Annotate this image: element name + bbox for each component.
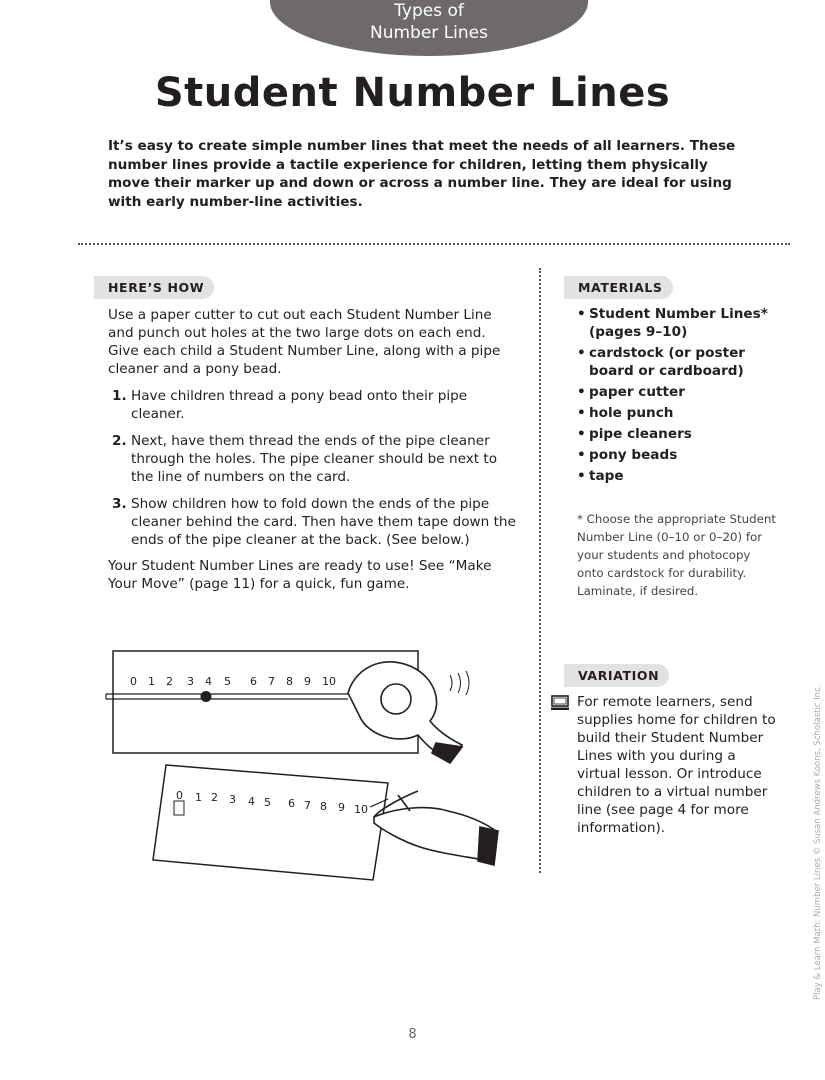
materials-item: • Student Number Lines* (pages 9–10) xyxy=(577,305,777,341)
card1-number-label: 8 xyxy=(286,675,293,688)
section-tab-label xyxy=(270,0,588,44)
howto-paragraph: Use a paper cutter to cut out each Student Number Line and punch out holes at the two large dots on each end. Give each child a Student Number Line, along with a pipe cleaner and a pony bead. xyxy=(108,307,501,377)
step-number: 3. xyxy=(112,496,127,512)
materials-item: • tape xyxy=(577,467,777,485)
variation-label: VARIATION xyxy=(564,664,669,687)
card1-number-label: 10 xyxy=(322,675,336,688)
section-tab-line1: Types of xyxy=(394,1,464,21)
card1-number-label: 3 xyxy=(187,675,194,688)
card2-number-label: 4 xyxy=(248,795,255,808)
column-divider xyxy=(539,268,541,873)
materials-note: * Choose the appropriate Student Number Line (0–10 or 0–20) for your students and photocopy onto cardstock for durability. Laminate, if desired. xyxy=(577,512,776,598)
card1-number-label: 2 xyxy=(166,675,173,688)
card2-number-label: 2 xyxy=(211,791,218,804)
section-tab-line2: Number Lines xyxy=(370,23,488,43)
step-text: Have children thread a pony bead onto their pipe cleaner. xyxy=(131,388,468,422)
step-number: 1. xyxy=(112,388,127,404)
card2-number-label: 8 xyxy=(320,800,327,813)
card1-number-label: 7 xyxy=(268,675,275,688)
card2-number-label: 1 xyxy=(195,791,202,804)
card1-number-label: 0 xyxy=(130,675,137,688)
number-line-card-bottom xyxy=(153,765,498,880)
copyright-credit: Play & Learn Math: Number Lines © Susan Andrews Koons, Scholastic Inc. xyxy=(813,684,823,1000)
materials-list xyxy=(577,305,777,488)
page-title: Student Number Lines xyxy=(154,70,671,116)
variation-text: For remote learners, send supplies home for children to build their Student Number Lines with you during a virtual lesson. Or introduce children to a virtual number line (see page 4 for more information). xyxy=(577,694,776,836)
card1-number-label: 9 xyxy=(304,675,311,688)
step-item xyxy=(108,495,518,549)
materials-item: • pipe cleaners xyxy=(577,425,777,443)
computer-icon xyxy=(551,695,569,711)
materials-item: • cardstock (or poster board or cardboard) xyxy=(577,344,777,380)
card2-number-label: 10 xyxy=(354,803,368,816)
materials-item: • hole punch xyxy=(577,404,777,422)
heres-how-label: HERE’S HOW xyxy=(94,276,214,299)
card1-number-label: 5 xyxy=(224,675,231,688)
card1-number-label: 6 xyxy=(250,675,257,688)
materials-label: MATERIALS xyxy=(564,276,673,299)
section-divider xyxy=(78,243,790,245)
card2-number-label: 3 xyxy=(229,793,236,806)
howto-outro: Your Student Number Lines are ready to use! See “Make Your Move” (page 11) for a quick, fun game. xyxy=(108,558,492,592)
materials-item: • pony beads xyxy=(577,446,777,464)
step-number: 2. xyxy=(112,433,127,449)
step-text: Next, have them thread the ends of the pipe cleaner through the holes. The pipe cleaner should be next to the line of numbers on the card. xyxy=(131,433,498,485)
page-number: 8 xyxy=(408,1027,417,1042)
step-item xyxy=(108,432,518,486)
intro-paragraph: It’s easy to create simple number lines that meet the needs of all learners. These number lines provide a tactile experience for children, letting them physically move their marker up and down or across a number line. They are ideal for using with early number-line activities. xyxy=(108,138,736,210)
card2-number-label: 0 xyxy=(176,789,183,802)
number-line-illustration xyxy=(98,635,538,895)
number-line-card-top xyxy=(106,651,469,763)
card1-number-label: 1 xyxy=(148,675,155,688)
card2-number-label: 6 xyxy=(288,797,295,810)
card2-number-label: 9 xyxy=(338,801,345,814)
card1-number-label: 4 xyxy=(205,675,212,688)
hand-illustration-bottom xyxy=(374,791,498,865)
steps-list xyxy=(108,387,518,558)
card2-number-label: 5 xyxy=(264,796,271,809)
step-text: Show children how to fold down the ends of the pipe cleaner behind the card. Then have them tape down the ends of the pipe cleaner at the back. (See below.) xyxy=(131,496,516,548)
step-item xyxy=(108,387,518,423)
card2-number-label: 7 xyxy=(304,799,311,812)
materials-item: • paper cutter xyxy=(577,383,777,401)
